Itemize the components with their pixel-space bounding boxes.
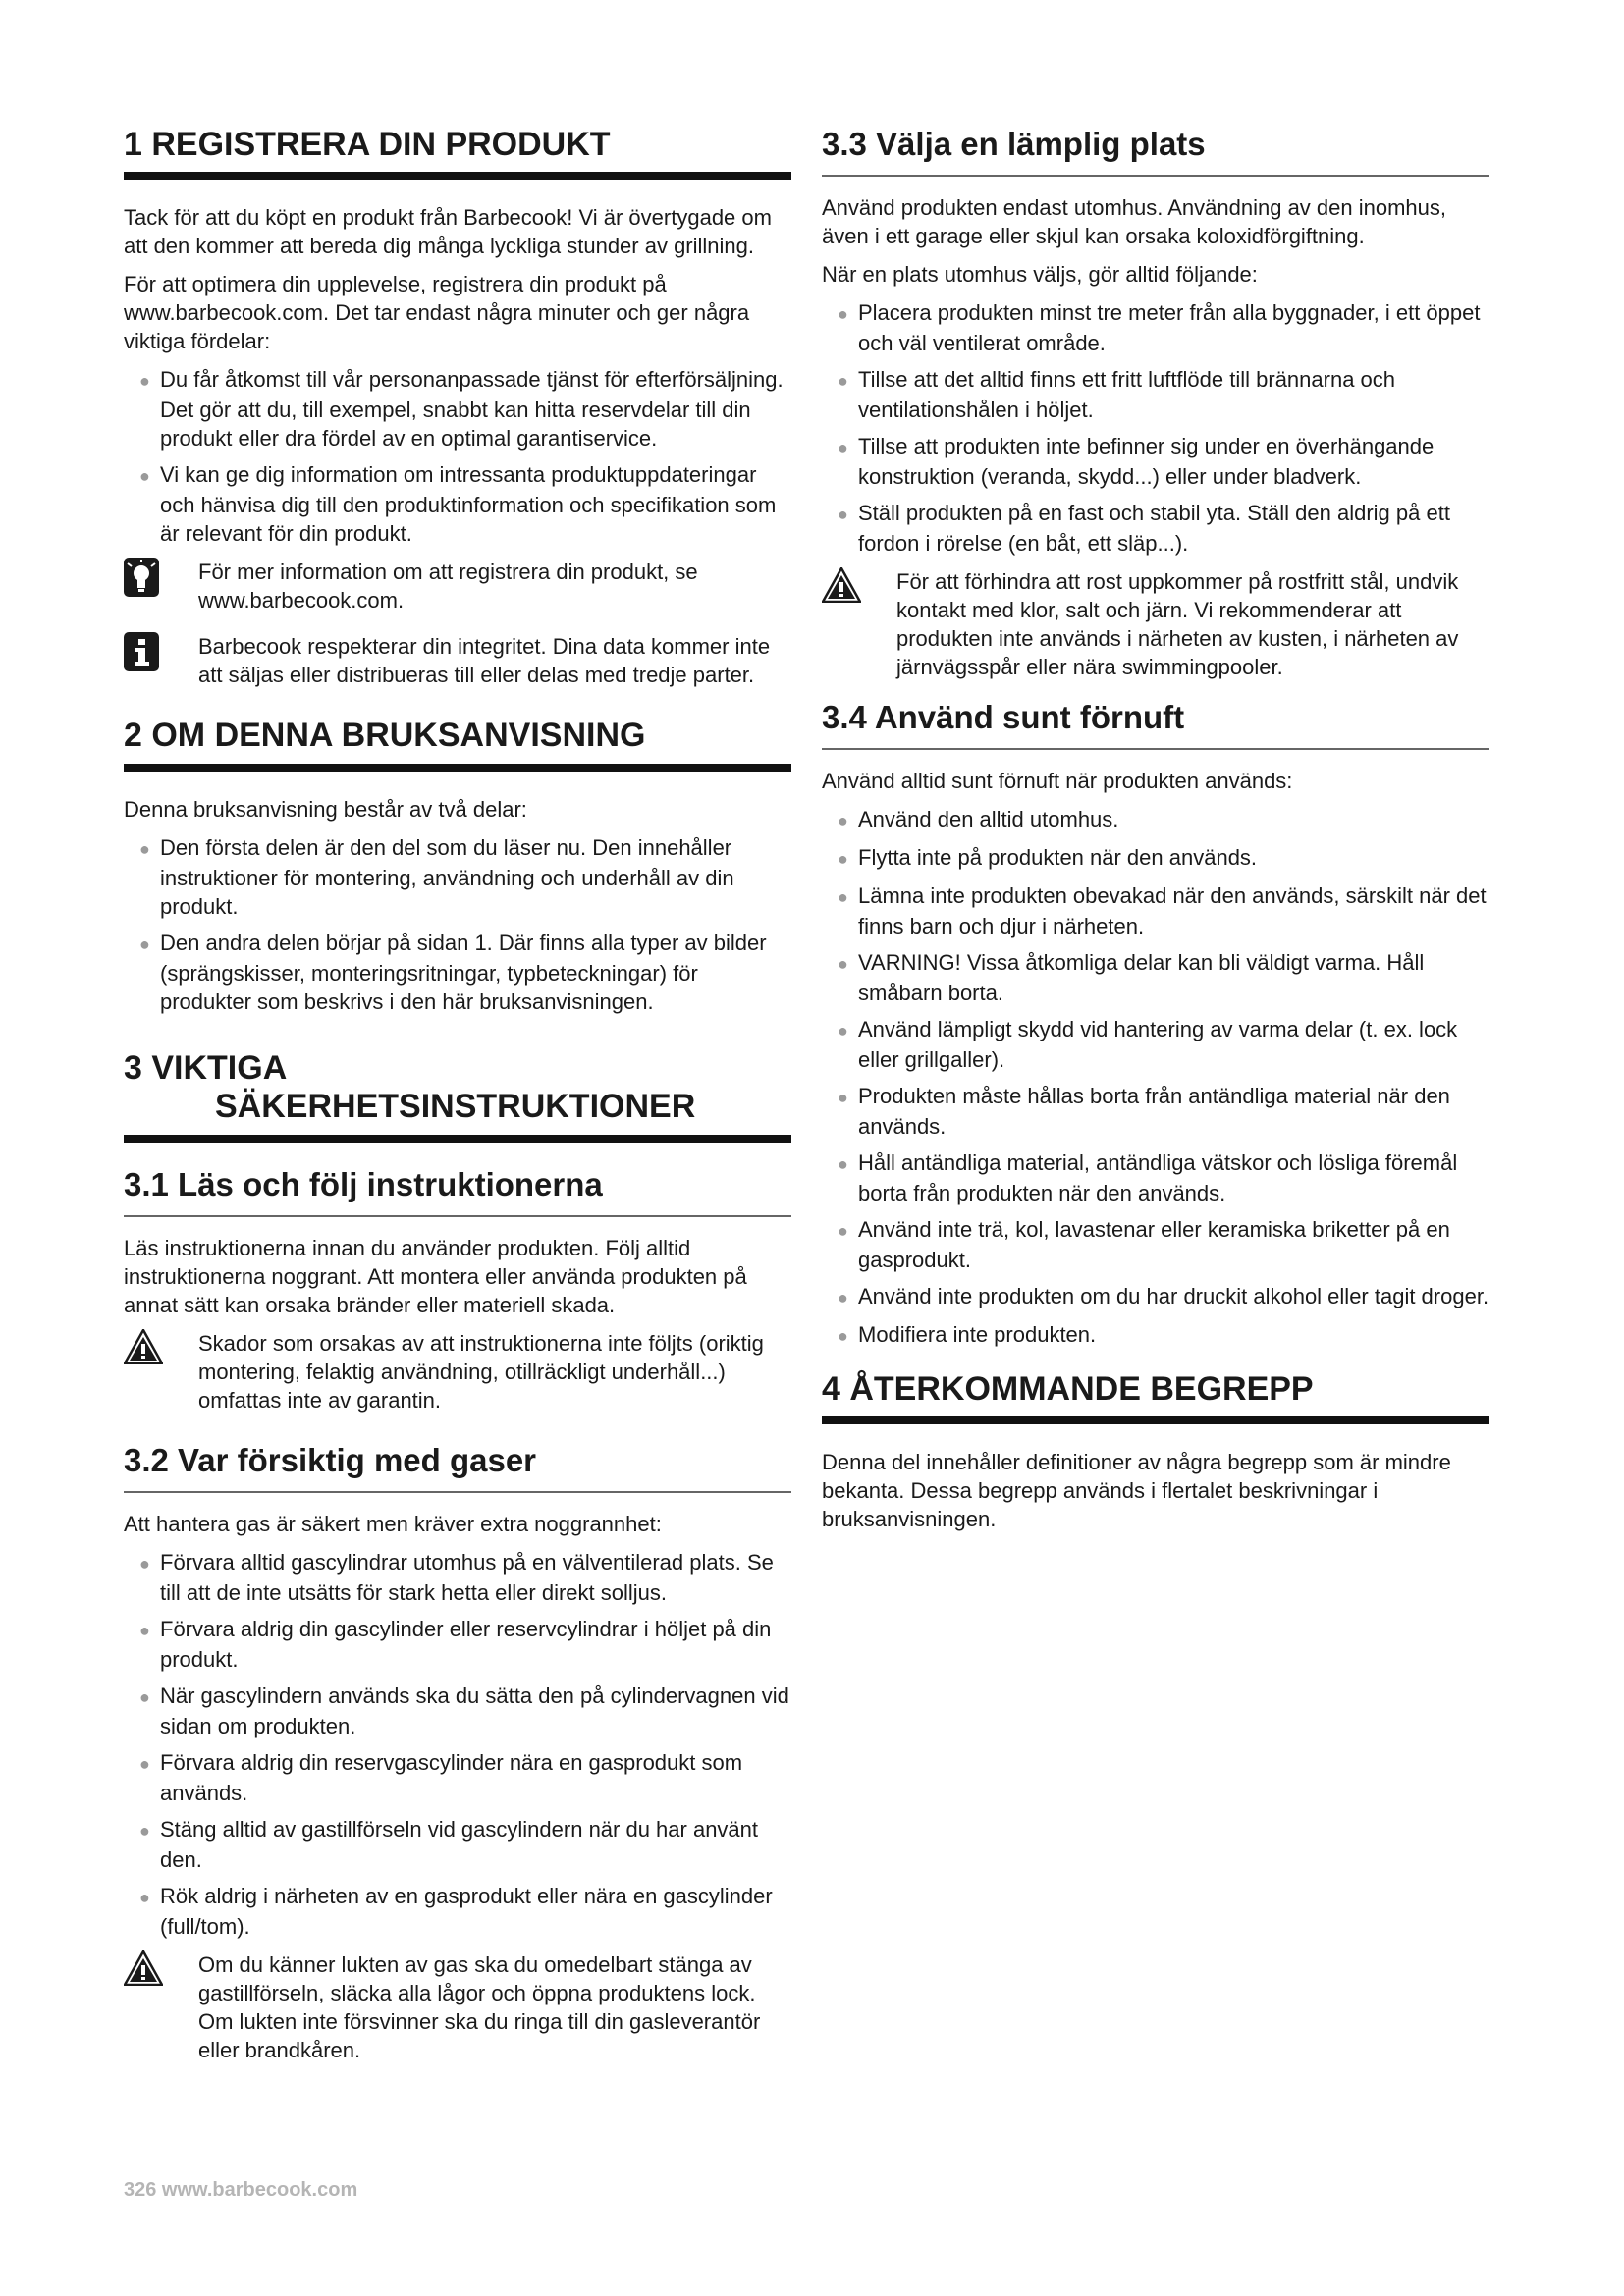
list-item: ● Rök aldrig i närheten av en gasprodukt eller nära en gascylinder (full/tom). <box>139 1883 773 1939</box>
section-3-2-intro: Att hantera gas är säkert men kräver extra noggrannhet: <box>124 1511 662 1536</box>
warning-note <box>822 567 1489 681</box>
section-3-3-title: 3.3 Välja en lämplig plats <box>822 126 1489 177</box>
section-4-text: Denna del innehåller definitioner av några begrepp som är mindre bekanta. Dessa begrepp används i flertalet beskrivningar i bruksanvisningen. <box>822 1450 1451 1532</box>
info-icon <box>124 632 163 676</box>
section-3-4-list <box>822 805 1489 1351</box>
list-item: ● Lämna inte produkten obevakad när den används, särskilt när det finns barn och djur i närheten. <box>838 882 1487 938</box>
list-item: ● Modifiera inte produkten. <box>838 1321 1097 1347</box>
warning-note <box>124 1329 791 1415</box>
section-3-3-intro: När en plats utomhus väljs, gör alltid följande: <box>822 261 1258 287</box>
list-item: ● Ställ produkten på en fast och stabil yta. Ställ den aldrig på ett fordon i rörelse (en båt, ett släp...). <box>838 500 1450 556</box>
tip-text: För mer information om att registrera din produkt, se www.barbecook.com. <box>198 560 698 614</box>
list-item: ● Du får åtkomst till vår personanpassade tjänst för efterförsäljning. Det gör att du, till exempel, snabbt kan hitta reservdelar till din produkt eller dra fördel av en optimal garantiservice. <box>139 367 784 452</box>
warning-icon <box>124 1329 163 1369</box>
section-1-intro: Tack för att du köpt en produkt från Barbecook! Vi är övertygade om att den kommer att bereda dig många lyckliga stunder av grillning. <box>124 205 772 259</box>
info-note <box>124 632 791 689</box>
list-item: ● Tillse att produkten inte befinner sig under en överhängande konstruktion (veranda, skydd...) eller under bladverk. <box>838 433 1435 489</box>
warning-text: För att förhindra att rost uppkommer på rostfritt stål, undvik kontakt med klor, salt och järn. Vi rekommenderar att produkten inte används i närheten av kusten, i närheten av järnvägsspår eller nära swimmingpooler. <box>896 568 1459 679</box>
section-3-3-list <box>822 298 1489 558</box>
lightbulb-icon <box>124 558 163 602</box>
warning-note <box>124 1950 791 2064</box>
list-item: ● Använd inte trä, kol, lavastenar eller keramiska briketter på en gasprodukt. <box>838 1216 1450 1272</box>
list-item: ● Förvara alltid gascylindrar utomhus på en välventilerad plats. Se till att de inte utsätts för stark hetta eller direkt solljus. <box>139 1549 774 1605</box>
section-3-title <box>124 1049 791 1143</box>
section-2-title: 2 OM DENNA BRUKSANVISNING <box>124 717 791 771</box>
section-1-register-text: För att optimera din upplevelse, registrera din produkt på www.barbecook.com. Det tar endast några minuter och ger några viktiga fördelar: <box>124 272 750 354</box>
list-item: ● Vi kan ge dig information om intressanta produktuppdateringar och hänvisa dig till den produktinformation och specifikation som är relevant för din produkt. <box>139 462 777 547</box>
list-item: ● Den första delen är den del som du läser nu. Den innehåller instruktioner för montering, användning och underhåll av din produkt. <box>139 834 734 919</box>
list-item: ● Håll antändliga material, antändliga vätskor och lösliga föremål borta från produkten när den används. <box>838 1149 1458 1205</box>
list-item: ● När gascylindern används ska du sätta den på cylindervagnen vid sidan om produkten. <box>139 1682 789 1738</box>
warning-icon <box>822 567 861 608</box>
list-item: ● VARNING! Vissa åtkomliga delar kan bli väldigt varma. Håll småbarn borta. <box>838 949 1425 1005</box>
right-column <box>822 126 1489 1543</box>
section-1-benefits-list <box>124 365 791 548</box>
section-2-intro: Denna bruksanvisning består av två delar: <box>124 796 527 822</box>
tip-note <box>124 558 791 614</box>
list-item: ● Använd lämpligt skydd vid hantering av varma delar (t. ex. lock eller grillgaller). <box>838 1016 1458 1072</box>
list-item: ● Flytta inte på produkten när den används. <box>838 844 1258 870</box>
list-item: ● Använd den alltid utomhus. <box>838 806 1119 831</box>
section-3-2-list <box>124 1548 791 1941</box>
list-item: ● Förvara aldrig din reservgascylinder nära en gasprodukt som används. <box>139 1749 743 1805</box>
section-3-title-line1: 3 VIKTIGA <box>124 1048 288 1087</box>
list-item: ● Den andra delen börjar på sidan 1. Där finns alla typer av bilder (sprängskisser, monteringsritningar, typbeteckningar) för produkter som beskrivs i den här bruksanvisningen. <box>139 930 767 1014</box>
section-3-4-intro: Använd alltid sunt förnuft när produkten används: <box>822 768 1293 793</box>
section-3-4-title: 3.4 Använd sunt förnuft <box>822 699 1489 750</box>
section-3-title-line2: SÄKERHETSINSTRUKTIONER <box>215 1088 696 1126</box>
section-3-1-text: Läs instruktionerna innan du använder produkten. Följ alltid instruktionerna noggrant. Att montera eller använda produkten på annat sätt kan orsaka bränder eller materiell skada. <box>124 1235 747 1317</box>
section-4-title: 4 ÅTERKOMMANDE BEGREPP <box>822 1370 1489 1424</box>
list-item: ● Placera produkten minst tre meter från alla byggnader, i ett öppet och väl ventilerat område. <box>838 299 1481 355</box>
section-2-list <box>124 833 791 1016</box>
warning-text: Om du känner lukten av gas ska du omedelbart stänga av gastillförseln, släcka alla lågor och öppna produktens lock. Om lukten inte försvinner ska du ringa till din gasleverantör eller brandkåren. <box>198 1951 761 2062</box>
list-item: ● Förvara aldrig din gascylinder eller reservcylindrar i höljet på din produkt. <box>139 1616 772 1672</box>
list-item: ● Tillse att det alltid finns ett fritt luftflöde till brännarna och ventilationshålen i höljet. <box>838 366 1396 422</box>
list-item: ● Använd inte produkten om du har druckit alkohol eller tagit droger. <box>838 1283 1489 1308</box>
info-text: Barbecook respekterar din integritet. Dina data kommer inte att säljas eller distribueras till eller delas med tredje parter. <box>198 634 771 688</box>
section-3-2-title: 3.2 Var försiktig med gaser <box>124 1442 791 1493</box>
list-item: ● Produkten måste hållas borta från antändliga material när den används. <box>838 1083 1450 1139</box>
section-3-1-title: 3.1 Läs och följ instruktionerna <box>124 1166 791 1217</box>
warning-text: Skador som orsakas av att instruktionerna inte följts (oriktig montering, felaktig användning, otillräckligt underhåll...) omfattas inte av garantin. <box>198 1330 764 1413</box>
section-1-title: 1 REGISTRERA DIN PRODUKT <box>124 126 791 180</box>
list-item: ● Stäng alltid av gastillförseln vid gascylindern när du har använt den. <box>139 1816 759 1872</box>
left-column <box>124 126 791 2082</box>
section-3-3-text: Använd produkten endast utomhus. Användning av den inomhus, även i ett garage eller skjul kan orsaka koloxidförgiftning. <box>822 194 1447 248</box>
page-footer: 326 www.barbecook.com <box>124 2179 358 2201</box>
warning-icon <box>124 1950 163 1991</box>
